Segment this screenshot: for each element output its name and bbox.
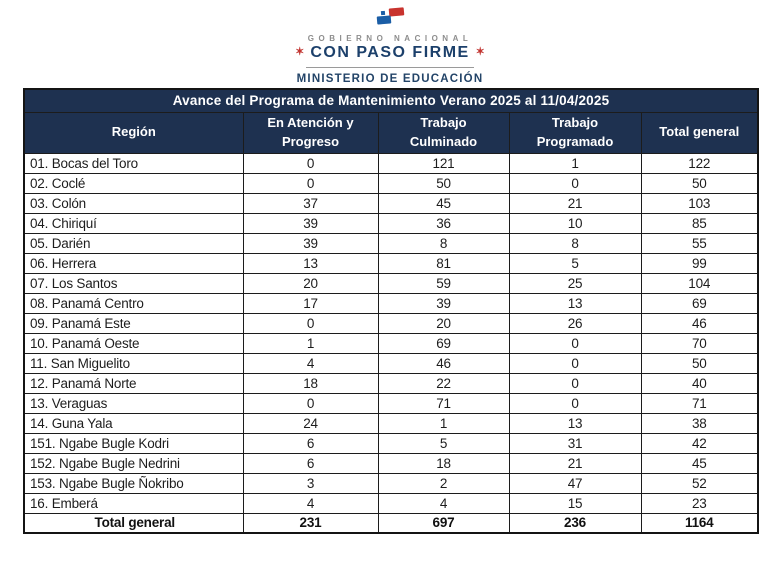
value-cell: 231 [243,513,378,533]
region-cell: 14. Guna Yala [24,413,243,433]
value-cell: 21 [509,453,641,473]
table-row [24,333,758,353]
value-cell: 121 [378,153,509,173]
value-cell: 4 [243,353,378,373]
value-cell: 31 [509,433,641,453]
value-cell: 26 [509,313,641,333]
report-table-container [23,88,757,534]
region-cell: 153. Ngabe Bugle Ñokribo [24,473,243,493]
value-cell: 36 [378,213,509,233]
value-cell: 13 [243,253,378,273]
column-header: En Atención y Progreso [243,112,378,153]
value-cell: 40 [641,373,758,393]
value-cell: 236 [509,513,641,533]
value-cell: 85 [641,213,758,233]
value-cell: 8 [509,233,641,253]
value-cell: 0 [243,393,378,413]
value-cell: 45 [641,453,758,473]
value-cell: 50 [641,173,758,193]
table-title: Avance del Programa de Mantenimiento Verano 2025 al 11/04/2025 [24,89,758,112]
value-cell: 18 [243,373,378,393]
table-row [24,493,758,513]
table-row [24,273,758,293]
region-cell: 16. Emberá [24,493,243,513]
value-cell: 52 [641,473,758,493]
value-cell: 5 [378,433,509,453]
table-row [24,373,758,393]
region-cell: 03. Colón [24,193,243,213]
value-cell: 47 [509,473,641,493]
region-cell: 08. Panamá Centro [24,293,243,313]
value-cell: 69 [378,333,509,353]
slogan-text [0,44,780,62]
region-cell: 151. Ngabe Bugle Kodri [24,433,243,453]
value-cell: 104 [641,273,758,293]
value-cell: 0 [243,313,378,333]
region-cell: 12. Panamá Norte [24,373,243,393]
value-cell: 50 [641,353,758,373]
region-cell: 11. San Miguelito [24,353,243,373]
value-cell: 1 [243,333,378,353]
value-cell: 59 [378,273,509,293]
value-cell: 46 [641,313,758,333]
value-cell: 0 [509,173,641,193]
region-cell: 01. Bocas del Toro [24,153,243,173]
table-row [24,233,758,253]
table-row [24,293,758,313]
value-cell: 6 [243,453,378,473]
value-cell: 21 [509,193,641,213]
region-cell: 09. Panamá Este [24,313,243,333]
value-cell: 25 [509,273,641,293]
value-cell: 18 [378,453,509,473]
value-cell: 69 [641,293,758,313]
value-cell: 4 [378,493,509,513]
table-row [24,213,758,233]
column-header: Total general [641,112,758,153]
value-cell: 6 [243,433,378,453]
table-title-row [24,89,758,112]
region-cell: 02. Coclé [24,173,243,193]
value-cell: 81 [378,253,509,273]
value-cell: 0 [509,373,641,393]
star-left-icon: ✶ [295,46,305,58]
value-cell: 4 [243,493,378,513]
table-row [24,253,758,273]
value-cell: 50 [378,173,509,193]
value-cell: 3 [243,473,378,493]
table-row [24,413,758,433]
panama-flag-icon [368,6,412,28]
value-cell: 697 [378,513,509,533]
column-header: Región [24,112,243,153]
logo-divider [306,67,474,68]
table-row [24,313,758,333]
value-cell: 37 [243,193,378,213]
maintenance-progress-table [23,88,759,534]
value-cell: 15 [509,493,641,513]
total-row [24,513,758,533]
gobierno-nacional-text: GOBIERNO NACIONAL [307,34,473,43]
value-cell: 103 [641,193,758,213]
table-header-row [24,112,758,153]
value-cell: 39 [243,213,378,233]
table-row [24,353,758,373]
value-cell: 0 [509,333,641,353]
table-row [24,473,758,493]
region-cell: 13. Veraguas [24,393,243,413]
value-cell: 20 [243,273,378,293]
value-cell: 55 [641,233,758,253]
ministry-name: MINISTERIO DE EDUCACIÓN [296,73,484,85]
value-cell: 22 [378,373,509,393]
value-cell: 23 [641,493,758,513]
value-cell: 71 [641,393,758,413]
value-cell: 71 [378,393,509,413]
region-cell: 05. Darién [24,233,243,253]
column-header: Trabajo Culminado [378,112,509,153]
region-cell: 06. Herrera [24,253,243,273]
table-row [24,433,758,453]
value-cell: 0 [243,173,378,193]
region-cell: 04. Chiriquí [24,213,243,233]
value-cell: 39 [243,233,378,253]
table-row [24,393,758,413]
value-cell: 0 [509,393,641,413]
slogan-label: CON PASO FIRME [310,44,470,61]
value-cell: 45 [378,193,509,213]
value-cell: 42 [641,433,758,453]
value-cell: 13 [509,413,641,433]
table-row [24,453,758,473]
value-cell: 1 [378,413,509,433]
region-cell: 152. Ngabe Bugle Nedrini [24,453,243,473]
value-cell: 0 [243,153,378,173]
column-header: Trabajo Programado [509,112,641,153]
value-cell: 99 [641,253,758,273]
value-cell: 5 [509,253,641,273]
value-cell: 46 [378,353,509,373]
value-cell: 1 [509,153,641,173]
value-cell: 2 [378,473,509,493]
value-cell: 39 [378,293,509,313]
value-cell: 70 [641,333,758,353]
value-cell: 0 [509,353,641,373]
value-cell: 13 [509,293,641,313]
region-cell: 07. Los Santos [24,273,243,293]
table-row [24,193,758,213]
table-row [24,153,758,173]
value-cell: 38 [641,413,758,433]
value-cell: 122 [641,153,758,173]
value-cell: 8 [378,233,509,253]
region-cell: 10. Panamá Oeste [24,333,243,353]
value-cell: 17 [243,293,378,313]
value-cell: 1164 [641,513,758,533]
table-body [24,153,758,533]
value-cell: 24 [243,413,378,433]
total-label-cell: Total general [24,513,243,533]
table-row [24,173,758,193]
ministry-logo [0,6,780,85]
star-right-icon: ✶ [475,46,485,58]
value-cell: 20 [378,313,509,333]
value-cell: 10 [509,213,641,233]
